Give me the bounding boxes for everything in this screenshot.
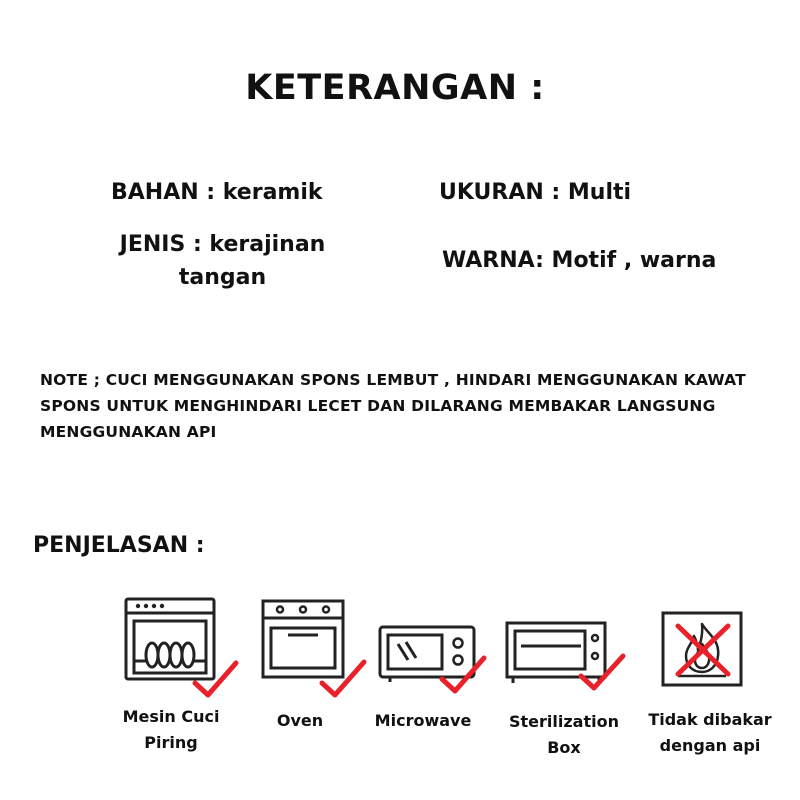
caption-microwave: Microwave xyxy=(374,711,472,730)
microwave-icon xyxy=(376,622,496,704)
oven-icon xyxy=(258,598,378,703)
spec-bahan: BAHAN : keramik xyxy=(111,180,323,205)
section-title-penjelasan: PENJELASAN : xyxy=(33,533,205,558)
spec-ukuran: UKURAN : Multi xyxy=(439,180,632,205)
caption-dishwasher: Mesin Cuci Piring xyxy=(122,707,220,752)
dishwasher-icon xyxy=(120,595,245,705)
caption-no-fire: Tidak dibakar dengan api xyxy=(648,710,772,755)
caption-oven: Oven xyxy=(276,711,324,730)
spec-jenis: JENIS : kerajinan tangan xyxy=(119,232,326,290)
check-mark-icon xyxy=(442,658,484,691)
check-mark-icon xyxy=(581,656,623,688)
sterilization-box-icon xyxy=(503,618,633,700)
care-note: NOTE ; CUCI MENGGUNAKAN SPONS LEMBUT , HINDARI MENGGUNAKAN KAWAT SPONS UNTUK MENGHINDARI LECET DAN DILARANG MEMBAKAR LANGSUNG MENGGUNAKAN API xyxy=(40,371,746,441)
page-title: KETERANGAN : xyxy=(245,68,545,108)
spec-warna: WARNA: Motif , warna xyxy=(442,248,717,273)
no-fire-icon xyxy=(660,610,746,690)
caption-sterilization-box: Sterilization Box xyxy=(509,712,619,757)
